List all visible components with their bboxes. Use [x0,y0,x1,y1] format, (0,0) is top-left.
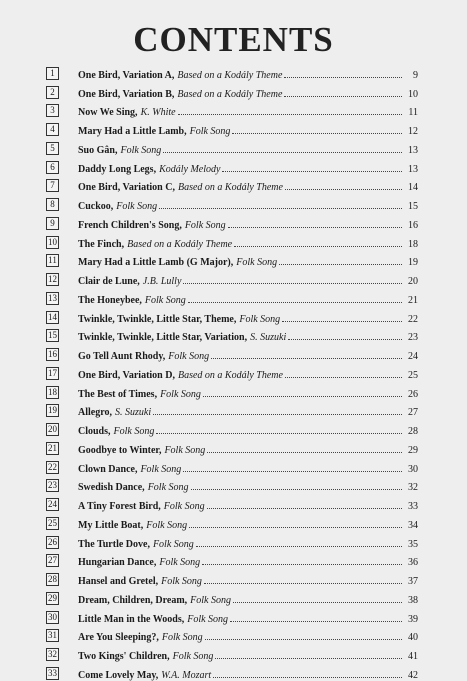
dot-leader [284,77,402,78]
toc-entry [46,625,418,644]
dot-leader [288,339,402,340]
song-title: Now We Sing, [78,107,138,119]
song-source: Based on a Kodály Theme [127,238,233,250]
song-title: One Bird, Variation D, [78,369,175,381]
song-source: Folk Song [236,257,278,269]
table-of-contents [46,62,418,681]
toc-entry [46,456,418,475]
dot-leader [156,433,402,434]
toc-entry [46,531,418,550]
song-source: Folk Song [159,557,201,569]
page-number: 30 [408,463,418,475]
track-number-box: 8 [46,198,59,211]
page-number: 14 [408,182,418,194]
song-source: Folk Song [161,632,203,644]
track-number-box: 7 [46,179,59,192]
track-number-box: 31 [48,630,57,641]
track-number-box: 10 [48,236,57,247]
page-number: 40 [408,632,418,644]
toc-entry [46,268,418,287]
dot-leader [204,583,402,584]
dot-leader [159,208,402,209]
track-number-box: 13 [48,292,57,303]
song-title: Swedish Dance, [78,482,145,494]
page-number: 41 [408,651,418,662]
song-title: Daddy Long Legs, [78,163,157,175]
song-title: Are You Sleeping?, [78,632,159,644]
song-source: Based on a Kodály Theme [177,69,283,81]
track-number-box: 2 [46,86,59,99]
song-title: Clouds, [78,426,111,437]
track-number-box: 32 [48,649,57,659]
track-number-box: 14 [48,311,57,322]
dot-leader [284,96,402,97]
dot-leader [163,152,402,153]
song-source: Folk Song [190,594,231,606]
song-title: My Little Boat, [78,519,144,531]
track-number-box: 20 [48,424,57,434]
toc-entry [46,475,418,494]
track-number-box: 15 [48,330,57,341]
page-number: 27 [408,407,418,419]
song-source: Folk Song [140,463,182,475]
page-number: 23 [408,332,418,344]
dot-leader [285,189,402,190]
page-number: 32 [408,482,418,494]
track-number-box: 21 [48,442,57,453]
song-title: Little Man in the Woods, [78,613,185,625]
song-title: Dream, Children, Dream, [78,594,188,606]
dot-leader [213,677,402,678]
song-source: Based on a Kodály Theme [177,88,283,100]
page-number: 9 [413,69,418,81]
page-number: 42 [408,669,418,681]
song-source: Folk Song [239,313,281,325]
toc-entry [46,550,418,569]
song-source: Folk Song [120,144,162,156]
toc-entry [46,400,418,419]
toc-entry [46,287,418,306]
dot-leader [207,452,402,453]
song-source: Folk Song [189,126,231,137]
track-number-box: 33 [48,667,57,678]
dot-leader [153,414,402,415]
page-number: 19 [408,257,418,269]
toc-entry [46,343,418,362]
dot-leader [215,658,402,659]
dot-leader [178,114,402,115]
song-title: Twinkle, Twinkle, Little Star, Variation, [78,332,248,344]
song-title: One Bird, Variation A, [78,69,175,81]
page-number: 12 [408,126,418,137]
song-source: Folk Song [144,294,186,306]
dot-leader [196,546,402,547]
dot-leader [285,377,402,378]
track-number-box: 6 [46,161,59,174]
page-number: 37 [408,576,418,587]
track-number-box: 4 [46,123,59,136]
song-title: The Best of Times, [78,388,158,400]
song-title: Mary Had a Little Lamb, [78,126,187,137]
song-title: A Tiny Forest Bird, [78,501,161,512]
song-source: Folk Song [147,482,189,494]
track-number-box: 29 [48,592,57,603]
song-title: One Bird, Variation B, [78,88,175,100]
page-number: 18 [408,238,418,250]
page-number: 22 [408,313,418,325]
song-title: Go Tell Aunt Rhody, [78,351,166,362]
dot-leader [211,358,402,359]
track-number-box: 3 [46,104,59,117]
song-source: Based on a Kodály Theme [177,369,283,381]
song-source: W.A. Mozart [161,669,212,681]
page-number: 13 [408,144,418,156]
toc-entry [46,512,418,531]
toc-entry [46,137,418,156]
song-source: Based on a Kodály Theme [177,182,283,194]
page-number: 35 [408,538,418,550]
page-number: 34 [408,519,418,531]
toc-entry [46,81,418,100]
song-source: Folk Song [164,444,206,456]
song-source: Folk Song [172,651,214,662]
song-source: S. Suzuki [114,407,152,419]
page-number: 36 [408,557,418,569]
track-number-box: 25 [48,517,57,528]
song-source: J.B. Lully [142,276,182,287]
dot-leader [191,489,402,490]
dot-leader [189,527,402,528]
toc-entry [46,231,418,250]
toc-entry [46,362,418,381]
song-title: Suo Gân, [78,144,118,156]
song-title: Allegro, [78,407,112,419]
page-number: 15 [408,201,418,212]
page-number: 10 [408,88,418,100]
song-title: Clown Dance, [78,463,138,475]
dot-leader [205,639,402,640]
dot-leader [183,283,402,284]
song-title: The Honeybee, [78,294,142,306]
toc-entry [46,381,418,400]
toc-entry [46,662,418,681]
song-source: Folk Song [161,576,202,587]
track-number-box: 16 [48,349,57,359]
track-number-box: 26 [48,536,57,547]
track-number-box: 19 [48,405,57,416]
toc-entry [46,587,418,606]
song-source: Folk Song [152,538,194,550]
page-number: 39 [408,613,418,625]
page-number: 26 [408,388,418,400]
dot-leader [203,396,402,397]
song-title: One Bird, Variation C, [78,182,175,194]
song-title: Come Lovely May, [78,669,159,681]
dot-leader [282,321,402,322]
page-number: 33 [408,501,418,512]
song-title: Twinkle, Twinkle, Little Star, Theme, [78,313,237,325]
page-number: 28 [408,426,418,437]
song-source: Folk Song [168,351,210,362]
toc-entry [46,325,418,344]
dot-leader [222,171,402,172]
song-source: Kodály Melody [159,163,221,175]
song-source: Folk Song [184,219,226,231]
toc-entry [46,418,418,437]
dot-leader [230,621,402,622]
page-number: 16 [408,219,418,231]
toc-entry [46,437,418,456]
song-source: S. Suzuki [250,332,287,344]
dot-leader [183,471,402,472]
song-title: Goodbye to Winter, [78,444,162,456]
track-number-box: 18 [48,386,57,397]
song-source: Folk Song [113,426,155,437]
toc-entry [46,568,418,587]
page-number: 21 [408,294,418,306]
song-title: The Turtle Dove, [78,538,150,550]
toc-entry [46,193,418,212]
song-title: Hungarian Dance, [78,557,157,569]
song-source: Folk Song [187,613,229,625]
toc-entry [46,100,418,119]
page-number: 11 [408,107,418,119]
song-title: French Children's Song, [78,219,182,231]
page-number: 13 [408,163,418,175]
song-source: Folk Song [163,501,205,512]
toc-entry [46,212,418,231]
toc-entry [46,606,418,625]
page-number: 38 [408,594,418,606]
toc-entry [46,118,418,137]
song-title: Clair de Lune, [78,276,140,287]
track-number-box: 11 [46,254,59,267]
dot-leader [228,227,402,228]
dot-leader [233,602,402,603]
song-title: The Finch, [78,238,125,250]
track-number-box: 24 [48,499,57,509]
track-number-box: 23 [48,480,57,491]
track-number-box: 5 [46,142,59,155]
toc-entry [46,62,418,81]
track-number-box: 12 [48,274,57,284]
dot-leader [202,564,402,565]
toc-entry [46,250,418,269]
dot-leader [207,508,402,509]
toc-entry [46,156,418,175]
track-number-box: 27 [48,555,57,566]
track-number-box: 22 [48,461,57,472]
song-title: Cuckoo, [78,201,114,212]
track-number-box: 30 [48,611,57,622]
track-number-box: 28 [48,574,57,584]
dot-leader [188,302,402,303]
track-number-box: 17 [48,367,57,378]
page-number: 25 [408,369,418,381]
toc-entry [46,306,418,325]
toc-entry [46,493,418,512]
track-number-box: 9 [46,217,59,230]
song-source: Folk Song [146,519,188,531]
song-source: K. White [140,107,176,119]
page-title: CONTENTS [133,20,334,59]
dot-leader [232,133,402,134]
page-number: 20 [408,276,418,287]
song-title: Mary Had a Little Lamb (G Major), [78,257,234,269]
song-title: Two Kings' Children, [78,651,170,662]
dot-leader [279,264,402,265]
song-title: Hansel and Gretel, [78,576,159,587]
page-number: 24 [408,351,418,362]
song-source: Folk Song [160,388,201,400]
song-source: Folk Song [116,201,158,212]
dot-leader [234,246,402,247]
toc-entry [46,643,418,662]
toc-entry [46,175,418,194]
page-number: 29 [408,444,418,456]
track-number-box: 1 [46,67,59,80]
